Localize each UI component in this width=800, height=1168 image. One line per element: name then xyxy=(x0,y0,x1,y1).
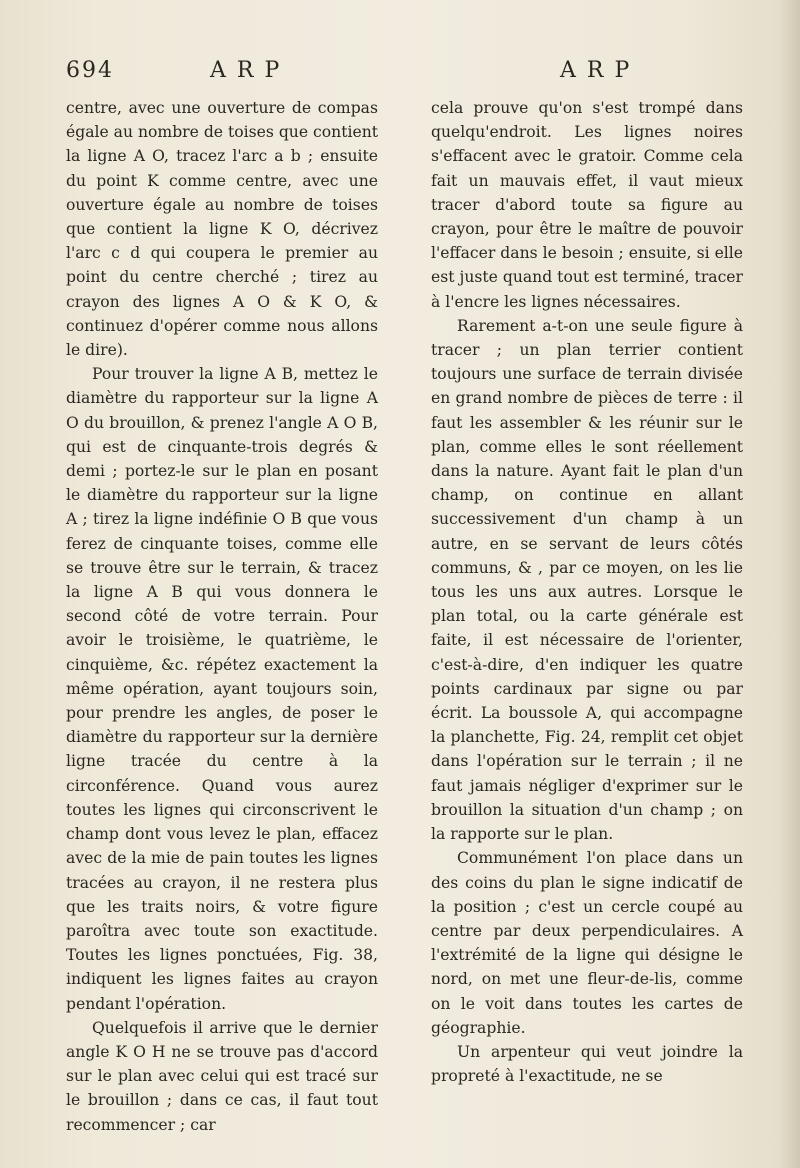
paragraph: Rarement a-t-on une seule figure à tracer ; un plan terrier contient toujours une surface de terrain divisée en grand nombre de pièces de terre : il faut les assembler & les réunir sur le plan, comme elles le sont réellement dans la nature. Ayant fait le plan d'un champ, on continue en allant successivement d'un champ à un autre, en se servant de leurs côtés communs, & , par ce moyen, on les lie tous les uns aux autres. Lorsque le plan total, ou la carte générale est faite, il est nécessaire de l'orienter, c'est-à-dire, d'en indiquer les quatre points cardinaux par signe ou par écrit. La boussole A, qui accompagne la planchette, Fig. 24, remplit cet objet dans l'opération sur le terrain ; il ne faut jamais négliger d'exprimer sur le brouillon la situation d'un champ ; on la rapporte sur le plan. xyxy=(431,316,743,844)
paragraph: centre, avec une ouverture de compas égale au nombre de toises que contient la ligne A O, tracez l'arc a b ; ensuite du point K comme centre, avec une ouverture égale au nombre de toises que contient la ligne K O, décrivez l'arc c d qui coupera le premier au point du centre cherché ; tirez au crayon des lignes A O & K O, & continuez d'opérer comme nous allons le dire). xyxy=(66,99,378,360)
running-head-left: A R P xyxy=(210,58,282,83)
paragraph: Un arpenteur qui veut joindre la propreté à l'exactitude, ne se xyxy=(431,1042,743,1086)
paragraph: Quelquefois il arrive que le dernier angle K O H ne se trouve pas d'accord sur le plan avec celui qui est tracé sur le brouillon ; dans ce cas, il faut tout recommencer ; car xyxy=(66,1018,378,1134)
left-column xyxy=(66,96,378,1137)
page-number: 694 xyxy=(66,58,114,83)
paragraph: Pour trouver la ligne A B, mettez le diamètre du rapporteur sur la ligne A O du brouillon, & prenez l'angle A O B, qui est de cinquante-trois degrés & demi ; portez-le sur le plan en posant le diamètre du rapporteur sur la ligne A ; tirez la ligne indéfinie O B que vous ferez de cinquante toises, comme elle se trouve être sur le terrain, & tracez la ligne A B qui vous donnera le second côté de votre terrain. Pour avoir le troisième, le quatrième, le cinquième, &c. répétez exactement la même opération, ayant toujours soin, pour prendre les angles, de poser le diamètre du rapporteur sur la dernière ligne tracée du centre à la circonférence. Quand vous aurez toutes les lignes qui circonscrivent le champ dont vous levez le plan, effacez avec de la mie de pain toutes les lignes tracées au crayon, il ne restera plus que les traits noirs, & votre figure paroîtra avec toute son exactitude. Toutes les lignes ponctuées, Fig. 38, indiquent les lignes faites au crayon pendant l'opération. xyxy=(66,365,378,1013)
running-head-right: A R P xyxy=(560,58,632,83)
paragraph: cela prouve qu'on s'est trompé dans quelqu'endroit. Les lignes noires s'effacent avec le gratoir. Comme cela fait un mauvais effet, il vaut mieux tracer d'abord toute sa figure au crayon, pour être le maître de pouvoir l'effacer dans le besoin ; ensuite, si elle est juste quand tout est terminé, tracer à l'encre les lignes nécessaires. xyxy=(431,99,743,311)
right-column xyxy=(431,96,743,1088)
page-edge-shadow xyxy=(778,0,800,1168)
paragraph: Communément l'on place dans un des coins du plan le signe indicatif de la position ; c'est un cercle coupé au centre par deux perpendiculaires. A l'extrémité de la ligne qui désigne le nord, on met une fleur-de-lis, comme on le voit dans toutes les cartes de géographie. xyxy=(431,849,743,1037)
